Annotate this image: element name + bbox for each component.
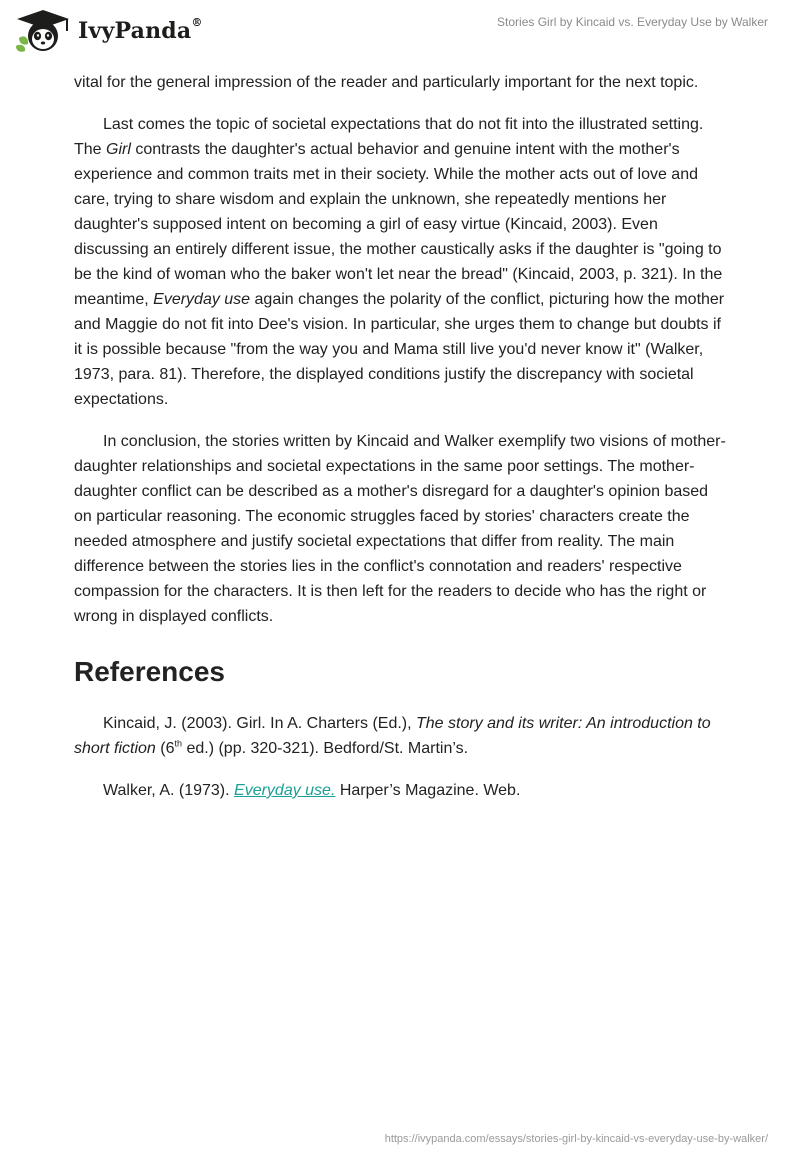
title-girl: Girl (106, 141, 131, 158)
panda-graduation-cap-icon (14, 8, 72, 54)
page-header (0, 0, 800, 64)
title-everyday-use: Everyday use (153, 291, 251, 308)
references-heading: References (74, 656, 225, 687)
source-url[interactable]: https://ivypanda.com/essays/stories-girl-by-kincaid-vs-everyday-use-by-walker/ (384, 1133, 768, 1145)
reference-kincaid: Kincaid, J. (2003). Girl. In A. Charters (Ed.), The story and its writer: An introduction to short fiction (6th ed.) (pp. 320-321). Bedford/St. Martin’s. (74, 715, 711, 757)
ivypanda-logo[interactable] (14, 8, 203, 54)
brand-name: IvyPanda® (78, 16, 203, 44)
reference-walker: Walker, A. (1973). Everyday use. Harper’s Magazine. Web. (103, 782, 521, 799)
everyday-use-link[interactable]: Everyday use. (234, 782, 336, 799)
paragraph-conclusion: In conclusion, the stories written by Kincaid and Walker exemplify two visions of mother-daughter relationships and societal expectations in the same poor settings. The mother-daughter conflict can be described as a mother's disregard for a daughter's opinion based on particular reasoning. The economic struggles faced by stories' characters create the needed atmosphere and justify societal expectations that differ from reality. The main difference between the stories lies in the conflict's connotation and readers' respective compassion for the characters. It is then left for the readers to decide who has the right or wrong in displayed conflicts. (74, 433, 726, 625)
essay-content (74, 70, 726, 820)
paragraph-continuation: vital for the general impression of the reader and particularly important for the next topic. (74, 74, 699, 91)
paragraph-societal-expectations: Last comes the topic of societal expectations that do not fit into the illustrated setting. The Girl contrasts the daughter's actual behavior and genuine intent with the mother's experience and common traits met in their society. While the mother acts out of love and care, trying to share wisdom and explain the unknown, she repeatedly mentions her daughter's supposed intent on becoming a girl of easy virtue (Kincaid, 2003). Even discussing an entirely different issue, the mother caustically asks if the daughter is "going to be the kind of woman who the baker won't let near the bread" (Kincaid, 2003, p. 321). In the meantime, Everyday use again changes the polarity of the conflict, picturing how the mother and Maggie do not fit into Dee's vision. In particular, she urges them to change but doubts if it is possible because "from the way you and Mama still live you'd never know it" (Walker, 1973, para. 81). Therefore, the displayed conditions justify the discrepancy with societal expectations. (74, 116, 725, 408)
running-title: Stories Girl by Kincaid vs. Everyday Use by Walker (497, 15, 768, 29)
